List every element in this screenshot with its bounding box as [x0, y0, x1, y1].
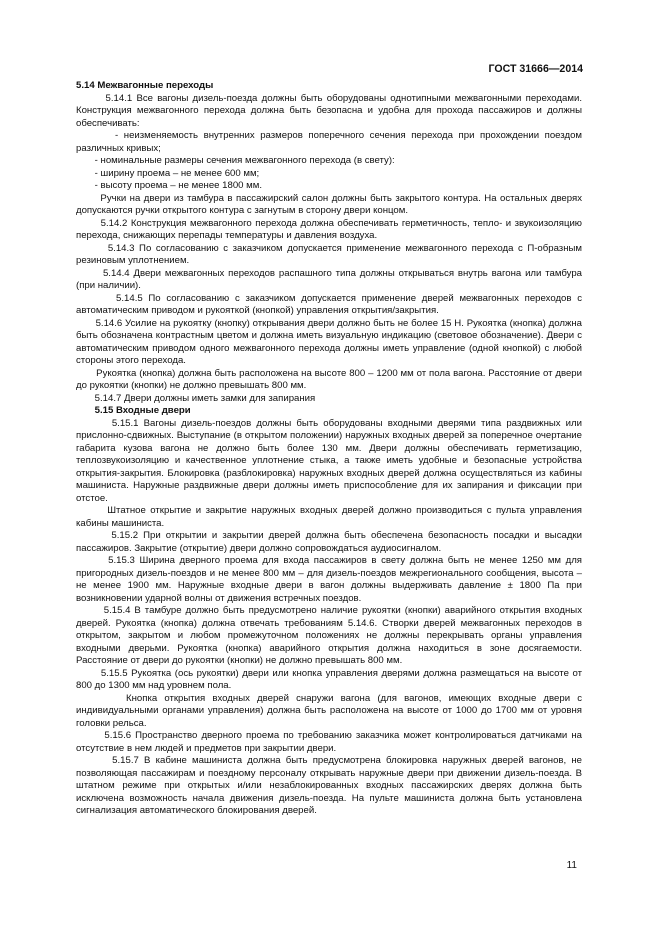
paragraph: 5.15.3 Ширина дверного проема для входа пассажиров в свету должна быть не менее 1250 мм для пригородных дизель-поездов и не менее 800 мм – для дизель-поездов межрегионального сообщения, высота – не менее 1900 мм. Наружные входные двери в вагон должны выдерживать давление ± 1800 Па при возникновении ударной волны от движения встречных поездов.: [76, 555, 582, 604]
paragraph: Ручки на двери из тамбура в пассажирский салон должны быть закрытого контура. На остальных дверях допускаются ручки открытого контура с загнутым в сторону двери концом.: [76, 192, 582, 216]
page-number: 11: [566, 860, 577, 871]
paragraph: 5.15.4 В тамбуре должно быть предусмотрено наличие рукоятки (кнопки) аварийного открытия входных дверей. Рукоятка (кнопка) должна отвечать требованиям 5.14.6. Створки дверей межвагонных переходов в открытом, закрытом и любом промежуточном положениях не должны перекрывать органы управления входными дверьми. Рукоятка (кнопка) аварийного открытия должна находиться в зоне досягаемости. Расстояние от двери до рукоятки (кнопки) не должно превышать 800 мм.: [76, 605, 582, 666]
paragraph: Штатное открытие и закрытие наружных входных дверей должно производиться с пульта управления кабины машиниста.: [76, 505, 582, 529]
paragraph: - номинальные размеры сечения межвагонного перехода (в свету):: [76, 155, 395, 166]
paragraph: 5.14.1 Все вагоны дизель-поезда должны быть оборудованы однотипными межвагонными переходами. Конструкция межвагонного перехода должна быть безопасна и удобна для прохода пассажиров и должны обеспечивать:: [76, 92, 582, 129]
document-body: [76, 80, 582, 818]
paragraph: 5.14.7 Двери должны иметь замки для запирания: [76, 392, 316, 404]
paragraph: 5.14.3 По согласованию с заказчиком допускается применение межвагонного перехода с П-образным резиновым уплотнением.: [76, 242, 582, 266]
paragraph: 5.14.5 По согласованию с заказчиком допускается применение дверей межвагонных переходов с автоматическим приводом и рукояткой (кнопкой) управления открытия/закрытия.: [76, 292, 582, 316]
paragraph: Рукоятка (кнопка) должна быть расположена на высоте 800 – 1200 мм от пола вагона. Расстояние от двери до рукоятки (кнопки) не должно превышать 800 мм.: [76, 367, 582, 391]
section-heading: 5.14 Межвагонные переходы: [76, 80, 214, 91]
paragraph: 5.15.7 В кабине машиниста должна быть предусмотрена блокировка наружных дверей вагонов, не позволяющая пассажирам и поездному персоналу открывать наружные двери при движении дизель-поезда. В штатном режиме при открытых и/или незаблокированных входных пассажирских дверях должна быть исключена возможность начала движения дизель-поезда. На пульте машиниста должна быть установлена сигнализация автоматического блокирования дверей.: [76, 755, 582, 816]
paragraph: 5.14.2 Конструкция межвагонного перехода должна обеспечивать герметичность, тепло- и звукоизоляцию перехода, снижающих перепады температуры и давления воздуха.: [76, 217, 582, 241]
paragraph: - неизменяемость внутренних размеров поперечного сечения перехода при прохождении поездом различных кривых;: [76, 130, 582, 154]
paragraph: 5.15.5 Рукоятка (ось рукоятки) двери или кнопка управления дверями должна размещаться на высоте от 800 до 1300 мм над уровнем пола.: [76, 667, 582, 691]
paragraph: 5.14.4 Двери межвагонных переходов распашного типа должны открываться внутрь вагона или тамбура (при наличии).: [76, 267, 582, 291]
section-heading: 5.15 Входные двери: [76, 405, 191, 416]
paragraph: - ширину проема – не менее 600 мм;: [76, 167, 260, 179]
paragraph: 5.14.6 Усилие на рукоятку (кнопку) открывания двери должно быть не более 15 Н. Рукоятка (кнопка) должна быть обозначена контрастным цветом и должна иметь визуальную индикацию (световое обозначение). Двери с автоматическим приводом одного межвагонного перехода должны иметь управление (одной кнопкой) с любой стороны этого перехода.: [76, 317, 582, 366]
paragraph: - высоту проема – не менее 1800 мм.: [76, 180, 263, 191]
paragraph: Кнопка открытия входных дверей снаружи вагона (для вагонов, имеющих входные двери с индивидуальными органами управления) должна быть расположена на высоте от 1000 до 1700 мм от уровня головки рельса.: [76, 692, 582, 729]
paragraph: 5.15.2 При открытии и закрытии дверей должна быть обеспечена безопасность посадки и высадки пассажиров. Закрытие (открытие) двери должно сопровождаться аудиосигналом.: [76, 530, 582, 554]
document-code: ГОСТ 31666—2014: [488, 63, 583, 75]
paragraph: 5.15.1 Вагоны дизель-поездов должны быть оборудованы входными дверями типа раздвижных или прислонно-сдвижных. Выступание (в открытом положении) наружных входных дверей за поперечное очертание габарита кузова вагона не должно быть более 130 мм. Двери должны обеспечивать герметизацию, теплозвукоизоляцию и качественное уплотнение стыка, а также иметь удобные и безопасные устройства открытия-закрытия. Блокировка (разблокировка) наружных входных дверей должна осуществляться из кабины машиниста. Наружные раздвижные двери должны иметь приспособление для их запирания и фиксации при отстое.: [76, 417, 582, 504]
paragraph: 5.15.6 Пространство дверного проема по требованию заказчика может контролироваться датчиками на отсутствие в нем людей и предметов при закрытии двери.: [76, 730, 582, 754]
